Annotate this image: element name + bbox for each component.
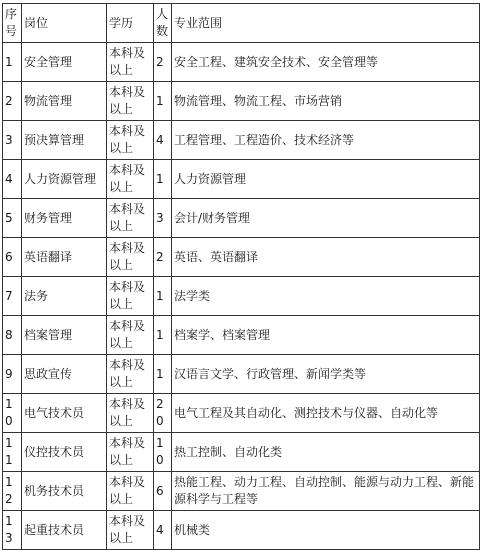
table-row: [3, 316, 480, 355]
cell-post: 思政宣传: [22, 355, 107, 394]
cell-count: 1: [154, 82, 172, 121]
cell-education: 本科及以上: [107, 121, 154, 160]
cell-no: 13: [3, 511, 22, 550]
recruitment-table: [2, 3, 480, 550]
header-count: 人数: [154, 4, 172, 43]
cell-no: 7: [3, 277, 22, 316]
header-post: 岗位: [22, 4, 107, 43]
cell-major: 档案学、档案管理: [172, 316, 480, 355]
cell-no: 4: [3, 160, 22, 199]
cell-education: 本科及以上: [107, 472, 154, 511]
cell-count: 1: [154, 160, 172, 199]
cell-post: 仪控技术员: [22, 433, 107, 472]
cell-post: 机务技术员: [22, 472, 107, 511]
cell-education: 本科及以上: [107, 433, 154, 472]
table-row: [3, 199, 480, 238]
cell-education: 本科及以上: [107, 277, 154, 316]
cell-major: 物流管理、物流工程、市场营销: [172, 82, 480, 121]
cell-post: 人力资源管理: [22, 160, 107, 199]
cell-count: 20: [154, 394, 172, 433]
header-major: 专业范围: [172, 4, 480, 43]
table-row: [3, 277, 480, 316]
table-row: [3, 511, 480, 550]
cell-no: 8: [3, 316, 22, 355]
table-header-row: [3, 4, 480, 43]
cell-post: 财务管理: [22, 199, 107, 238]
cell-no: 12: [3, 472, 22, 511]
cell-education: 本科及以上: [107, 199, 154, 238]
cell-no: 3: [3, 121, 22, 160]
cell-no: 2: [3, 82, 22, 121]
cell-count: 2: [154, 43, 172, 82]
cell-major: 英语、英语翻译: [172, 238, 480, 277]
cell-major: 热能工程、动力工程、自动控制、能源与动力工程、新能源科学与工程等: [172, 472, 480, 511]
cell-major: 会计/财务管理: [172, 199, 480, 238]
cell-no: 5: [3, 199, 22, 238]
cell-count: 1: [154, 355, 172, 394]
cell-major: 工程管理、工程造价、技术经济等: [172, 121, 480, 160]
table-row: [3, 472, 480, 511]
cell-education: 本科及以上: [107, 160, 154, 199]
table-row: [3, 433, 480, 472]
cell-count: 1: [154, 277, 172, 316]
cell-no: 11: [3, 433, 22, 472]
cell-post: 物流管理: [22, 82, 107, 121]
cell-count: 6: [154, 472, 172, 511]
cell-count: 3: [154, 199, 172, 238]
cell-post: 预决算管理: [22, 121, 107, 160]
cell-major: 人力资源管理: [172, 160, 480, 199]
cell-count: 4: [154, 511, 172, 550]
cell-post: 英语翻译: [22, 238, 107, 277]
cell-post: 法务: [22, 277, 107, 316]
cell-major: 电气工程及其自动化、测控技术与仪器、自动化等: [172, 394, 480, 433]
cell-major: 汉语言文学、行政管理、新闻学类等: [172, 355, 480, 394]
cell-no: 10: [3, 394, 22, 433]
cell-post: 档案管理: [22, 316, 107, 355]
table-body: [3, 4, 480, 550]
table-row: [3, 394, 480, 433]
cell-education: 本科及以上: [107, 394, 154, 433]
cell-education: 本科及以上: [107, 43, 154, 82]
cell-education: 本科及以上: [107, 82, 154, 121]
table-row: [3, 160, 480, 199]
cell-major: 热工控制、自动化类: [172, 433, 480, 472]
cell-post: 安全管理: [22, 43, 107, 82]
cell-no: 1: [3, 43, 22, 82]
cell-no: 9: [3, 355, 22, 394]
cell-major: 安全工程、建筑安全技术、安全管理等: [172, 43, 480, 82]
cell-post: 起重技术员: [22, 511, 107, 550]
cell-education: 本科及以上: [107, 316, 154, 355]
table-row: [3, 121, 480, 160]
cell-education: 本科及以上: [107, 511, 154, 550]
cell-count: 2: [154, 238, 172, 277]
table-row: [3, 43, 480, 82]
cell-count: 4: [154, 121, 172, 160]
cell-no: 6: [3, 238, 22, 277]
cell-major: 机械类: [172, 511, 480, 550]
cell-count: 1: [154, 316, 172, 355]
table-row: [3, 238, 480, 277]
cell-education: 本科及以上: [107, 355, 154, 394]
header-no: 序号: [3, 4, 22, 43]
cell-count: 10: [154, 433, 172, 472]
table-row: [3, 82, 480, 121]
header-education: 学历: [107, 4, 154, 43]
cell-post: 电气技术员: [22, 394, 107, 433]
table-row: [3, 355, 480, 394]
cell-education: 本科及以上: [107, 238, 154, 277]
cell-major: 法学类: [172, 277, 480, 316]
